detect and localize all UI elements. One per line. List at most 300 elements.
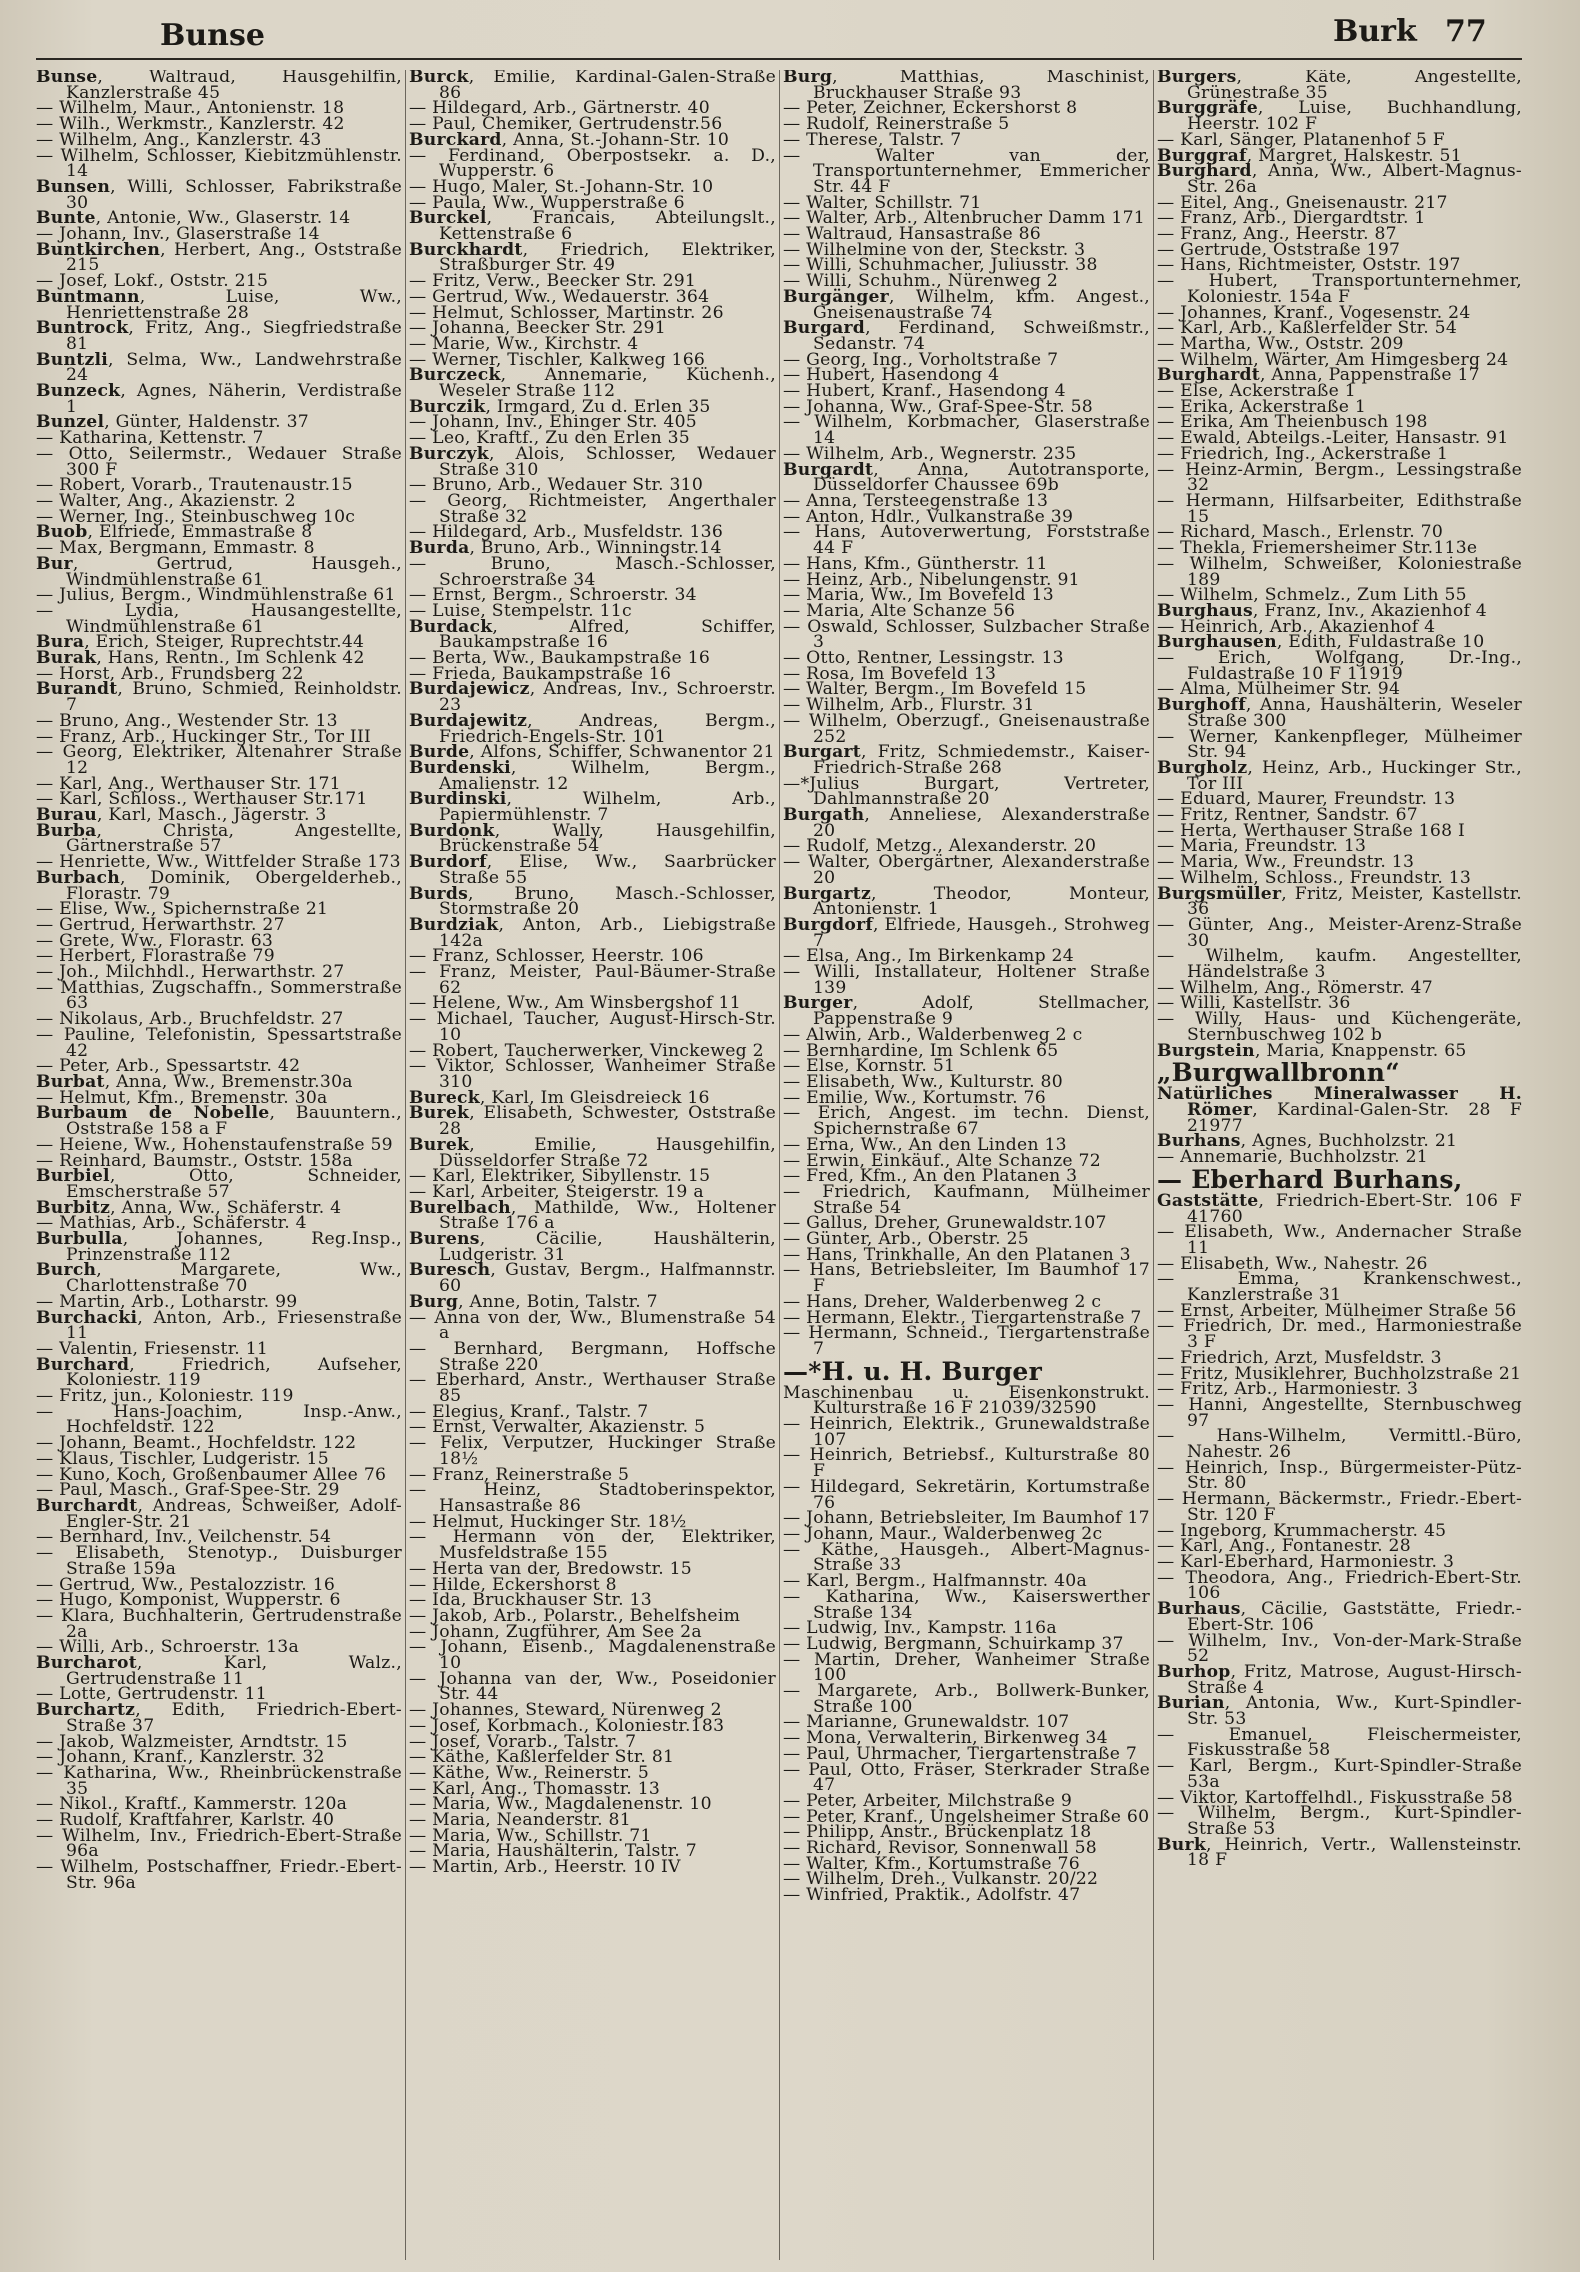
directory-columns	[36, 70, 1522, 2260]
directory-entry: — Kuno, Koch, Großenbaumer Allee 76	[36, 1464, 387, 1485]
directory-entry: Burg, Matthias, Maschinist, Bruckhauser Straße 93	[783, 70, 1150, 103]
directory-entry: Burgartz, Theodor, Monteur, Antonienstr. 1	[783, 883, 1150, 920]
directory-entry: — Heinrich, Insp., Bürgermeister-Pütz-Str. 80	[1157, 1457, 1522, 1494]
directory-entry: — Johann, Kranf., Kanzlerstr. 32	[36, 1747, 325, 1768]
directory-entry: — Viktor, Schlosser, Wanheimer Straße 310	[409, 1056, 776, 1092]
directory-entry: — Wilhelm, Schweißer, Koloniestraße 189	[1157, 553, 1522, 590]
directory-entry: — Josef, Lokf., Oststr. 215	[36, 271, 269, 292]
directory-entry: Bunte, Antonie, Ww., Glaserstr. 14	[36, 208, 351, 229]
directory-entry: Burhaus, Cäcilie, Gaststätte, Friedr.-Ebert-Str. 106	[1157, 1599, 1522, 1635]
directory-entry: — Elisabeth, Stenotyp., Duisburger Straße 159a	[36, 1543, 402, 1579]
directory-entry: — Hanni, Angestellte, Sternbuschweg 97	[1157, 1394, 1522, 1431]
directory-entry: — Grete, Ww., Florastr. 63	[36, 930, 274, 951]
directory-entry: — Werner, Tischler, Kalkweg 166	[409, 349, 706, 370]
directory-entry: — Klaus, Tischler, Ludgeristr. 15	[36, 1448, 329, 1469]
directory-entry: — Heinz-Armin, Bergm., Lessingstraße 32	[1157, 459, 1522, 496]
directory-entry: Burbulla, Johannes, Reg.Insp., Prinzenstraße 112	[36, 1229, 402, 1265]
directory-entry: — Marianne, Grunewaldstr. 107	[783, 1712, 1070, 1733]
directory-entry: — Hans-Joachim, Insp.-Anw., Hochfeldstr. 122	[36, 1401, 402, 1438]
directory-entry: — Eberhard, Anstr., Werthauser Straße 85	[409, 1370, 776, 1407]
directory-entry: Buob, Elfriede, Emmastraße 8	[36, 522, 313, 543]
directory-entry: — Erich, Wolfgang, Dr.-Ing., Fuldastraße 10 F 11919	[1157, 648, 1522, 684]
directory-entry: — Johann, Eisenb., Magdalenenstraße 10	[409, 1637, 776, 1674]
directory-entry: — Bruno, Arb., Wedauer Str. 310	[409, 475, 704, 496]
directory-entry: — Paul, Uhrmacher, Tiergartenstraße 7	[783, 1743, 1138, 1764]
directory-entry: Burda, Bruno, Arb., Winningstr.14	[409, 538, 722, 559]
directory-entry: — Berta, Ww., Baukampstraße 16	[409, 648, 711, 669]
directory-entry: —*Julius Burgart, Vertreter, Dahlmannstraße 20	[783, 773, 1150, 810]
directory-entry: — Paul, Chemiker, Gertrudenstr.56	[409, 114, 723, 135]
directory-entry: — Friedrich, Ing., Ackerstraße 1	[1157, 443, 1449, 464]
directory-entry: — Walter, Arb., Altenbrucher Damm 171	[783, 208, 1145, 229]
directory-entry: — Nikol., Kraftf., Kammerstr. 120a	[36, 1794, 348, 1815]
directory-entry: — Martin, Dreher, Wanheimer Straße 100	[783, 1649, 1150, 1686]
directory-entry: — Karl, Ang., Fontanestr. 28	[1157, 1536, 1411, 1557]
directory-entry: — Bernhard, Bergmann, Hoffsche Straße 220	[409, 1338, 776, 1375]
directory-entry: Burgholz, Heinz, Arb., Huckinger Str., Tor III	[1157, 757, 1522, 794]
directory-entry: — Maria, Ww., Freundstr. 13	[1157, 852, 1415, 873]
directory-entry: Burckel, Francais, Abteilungslt., Kettenstraße 6	[409, 208, 776, 245]
directory-entry: — Ludwig, Bergmann, Schuirkamp 37	[783, 1633, 1124, 1654]
directory-entry: — Helmut, Kfm., Bremenstr. 30a	[36, 1087, 328, 1108]
directory-entry: — Pauline, Telefonistin, Spessartstraße 42	[36, 1024, 402, 1061]
directory-entry: — Johann, Zugführer, Am See 2a	[409, 1621, 702, 1642]
directory-entry: — Walter, Schillstr. 71	[783, 192, 982, 213]
directory-entry: Burgath, Anneliese, Alexanderstraße 20	[783, 805, 1150, 841]
directory-entry: — Wilhelm, Inv., Von-der-Mark-Straße 52	[1157, 1630, 1522, 1667]
directory-entry: — Johann, Beamt., Hochfeldstr. 122	[36, 1433, 357, 1454]
directory-entry: — Johann, Maur., Walderbenweg 2c	[783, 1523, 1103, 1544]
directory-entry: — Therese, Talstr. 7	[783, 129, 962, 150]
column-1	[36, 70, 402, 2260]
directory-entry: — Fritz, Arb., Harmoniestr. 3	[1157, 1379, 1419, 1400]
directory-entry: — Hans, Autoverwertung, Forststraße 44 F	[783, 522, 1150, 559]
directory-entry: Buntrock, Fritz, Ang., Siegfriedstraße 81	[36, 318, 402, 354]
directory-entry: — Hubert, Transportunternehmer, Koloniestr. 154a F	[1157, 271, 1522, 307]
directory-entry: Burch, Margarete, Ww., Charlottenstraße 70	[36, 1260, 402, 1297]
directory-entry: — Wilhelm, kaufm. Angestellter, Händelstraße 3	[1157, 946, 1522, 983]
directory-entry: — Friedrich, Arzt, Musfeldstr. 3	[1157, 1347, 1442, 1368]
directory-entry: Burdack, Alfred, Schiffer, Baukampstraße 16	[409, 616, 776, 653]
directory-entry: — Karl, Ang., Werthauser Str. 171	[36, 773, 341, 794]
directory-entry: — Walter, Obergärtner, Alexanderstraße 20	[783, 852, 1150, 888]
directory-entry: — Wilhelm, Inv., Friedrich-Ebert-Straße 96a	[36, 1825, 402, 1862]
directory-entry: — Walter, Kfm., Kortumstraße 76	[783, 1853, 1080, 1874]
header-last-name: Burk	[1333, 14, 1417, 49]
directory-entry: — Hildegard, Sekretärin, Kortumstraße 76	[783, 1476, 1150, 1513]
directory-entry: — Hermann, Bäckermstr., Friedr.-Ebert-Str. 120 F	[1157, 1489, 1522, 1525]
directory-entry: Buntmann, Luise, Ww., Henriettenstraße 28	[36, 286, 402, 323]
directory-entry: — Karl, Elektriker, Sibyllenstr. 15	[409, 1166, 711, 1187]
directory-entry: — Lotte, Gertrudenstr. 11	[36, 1684, 267, 1705]
directory-entry: — Elisabeth, Ww., Nahestr. 26	[1157, 1253, 1428, 1274]
directory-entry: — Johannes, Kranf., Vogesenstr. 24	[1157, 302, 1471, 323]
directory-entry: — Herta, Werthauser Straße 168 I	[1157, 820, 1466, 841]
directory-entry: — Wilhelm, Ang., Römerstr. 47	[1157, 977, 1433, 998]
directory-entry: — Wilhelm, Oberzugf., Gneisenaustraße 252	[783, 710, 1150, 747]
directory-entry: — Herta van der, Bredowstr. 15	[409, 1558, 692, 1579]
directory-entry: Burhop, Fritz, Matrose, August-Hirsch-Straße 4	[1157, 1661, 1522, 1698]
directory-entry: — Otto, Seilermstr., Wedauer Straße 300 F	[36, 443, 402, 480]
directory-entry: — Peter, Zeichner, Eckershorst 8	[783, 98, 1078, 119]
directory-entry: — Luise, Stempelstr. 11c	[409, 600, 632, 621]
directory-entry: — Wilhelm, Schmelz., Zum Lith 55	[1157, 585, 1467, 606]
directory-entry: — Elsa, Ang., Im Birkenkamp 24	[783, 946, 1074, 967]
directory-entry: Burak, Hans, Rentn., Im Schlenk 42	[36, 648, 365, 669]
directory-entry: Bureck, Karl, Im Gleisdreieck 16	[409, 1087, 710, 1108]
directory-entry: — Wilhelm, Arb., Wegnerstr. 235	[783, 443, 1077, 464]
directory-entry: — Martha, Ww., Oststr. 209	[1157, 333, 1404, 354]
directory-entry: Burds, Bruno, Masch.-Schlosser, Stormstraße 20	[409, 883, 776, 920]
directory-entry: — Heinz, Arb., Nibelungenstr. 91	[783, 569, 1080, 590]
directory-entry: — Willi, Kastellstr. 36	[1157, 993, 1351, 1014]
directory-entry: — Gallus, Dreher, Grunewaldstr.107	[783, 1213, 1107, 1234]
directory-entry: Burckard, Anna, St.-Johann-Str. 10	[409, 129, 730, 150]
directory-entry: — Gertrud, Ww., Wedauerstr. 364	[409, 286, 710, 307]
directory-entry: Burghausen, Edith, Fuldastraße 10	[1157, 632, 1485, 653]
directory-entry: — Horst, Arb., Frundsberg 22	[36, 663, 304, 684]
directory-entry: — Eduard, Maurer, Freundstr. 13	[1157, 789, 1456, 810]
directory-entry: — Käthe, Hausgeh., Albert-Magnus-Straße 33	[783, 1539, 1150, 1576]
directory-entry: — Martin, Arb., Heerstr. 10 IV	[409, 1857, 681, 1878]
directory-entry: Burcharot, Karl, Walz., Gertrudenstraße 11	[36, 1653, 402, 1689]
directory-entry: Burbiel, Otto, Schneider, Emscherstraße 57	[36, 1166, 402, 1202]
header-first-name: Bunse	[160, 18, 265, 53]
directory-entry: „Burgwallbronn“	[1157, 1058, 1400, 1088]
directory-entry: Burghaus, Franz, Inv., Akazienhof 4	[1157, 600, 1487, 621]
directory-entry: — Katharina, Ww., Kaiserswerther Straße 134	[783, 1586, 1150, 1623]
directory-entry: — Richard, Revisor, Sonnenwall 58	[783, 1838, 1097, 1859]
directory-entry: — Werner, Kankenpfleger, Mülheimer Str. 94	[1157, 726, 1522, 763]
directory-entry: — Günter, Ang., Meister-Arenz-Straße 30	[1157, 914, 1522, 951]
directory-entry: — Paul, Masch., Graf-Spee-Str. 29	[36, 1480, 340, 1501]
directory-entry: — Josef, Vorarb., Talstr. 7	[409, 1731, 637, 1752]
column-4	[1157, 70, 1522, 2260]
directory-entry: — Bernhard, Inv., Veilchenstr. 54	[36, 1527, 332, 1548]
directory-entry: — Alma, Mülheimer Str. 94	[1157, 679, 1401, 700]
directory-entry: — Valentin, Friesenstr. 11	[36, 1338, 269, 1359]
directory-entry: Burdenski, Wilhelm, Bergm., Amalienstr. 12	[409, 757, 776, 794]
directory-entry: — Maria, Ww., Im Bovefeld 13	[783, 585, 1054, 606]
directory-entry: — Helmut, Schlosser, Martinstr. 26	[409, 302, 724, 323]
directory-entry: Burchardt, Andreas, Schweißer, Adolf-Engler-Str. 21	[36, 1495, 402, 1532]
directory-entry: — Matthias, Zugschaffn., Sommerstraße 63	[36, 977, 402, 1014]
directory-entry: — Heinrich, Arb., Akazienhof 4	[1157, 616, 1436, 637]
directory-entry: — Hubert, Hasendong 4	[783, 365, 1000, 386]
directory-entry: — Henriette, Ww., Wittfelder Straße 173	[36, 852, 401, 873]
directory-entry: — Hugo, Maler, St.-Johann-Str. 10	[409, 176, 714, 197]
directory-entry: — Ernst, Bergm., Schroerstr. 34	[409, 585, 697, 606]
directory-entry: — Michael, Taucher, August-Hirsch-Str. 10	[409, 1009, 776, 1045]
directory-entry: — Peter, Kranf., Ungelsheimer Straße 60	[783, 1806, 1150, 1827]
directory-entry: — Fred, Kfm., An den Platanen 3	[783, 1166, 1078, 1187]
directory-entry: — Rudolf, Reinerstraße 5	[783, 114, 1010, 135]
directory-entry: — Ferdinand, Oberpostsekr. a. D., Wupperstr. 6	[409, 145, 776, 182]
directory-entry: — Hermann von der, Elektriker, Musfeldstraße 155	[409, 1527, 776, 1564]
directory-entry: — Hubert, Kranf., Hasendong 4	[783, 381, 1066, 402]
directory-entry: — Julius, Bergm., Windmühlenstraße 61	[36, 585, 396, 606]
directory-entry: — Käthe, Kaßlerfelder Str. 81	[409, 1747, 675, 1768]
directory-entry: — Wilhelm, Schloss., Freundstr. 13	[1157, 867, 1472, 888]
directory-entry: Burandt, Bruno, Schmied, Reinholdstr. 7	[36, 679, 402, 716]
directory-entry: Burdonk, Wally, Hausgehilfin, Brückenstraße 54	[409, 820, 776, 857]
column-divider	[779, 70, 780, 2260]
directory-entry: — Eberhard Burhans,	[1157, 1164, 1463, 1194]
directory-entry: — Hildegard, Arb., Musfeldstr. 136	[409, 522, 724, 543]
directory-entry: Burghardt, Anna, Pappenstraße 17	[1157, 365, 1480, 386]
directory-entry: — Hugo, Komponist, Wupperstr. 6	[36, 1590, 341, 1611]
directory-entry: — Waltraud, Hansastraße 86	[783, 224, 1041, 245]
directory-entry: — Max, Bergmann, Emmastr. 8	[36, 538, 315, 559]
directory-entry: — Helmut, Huckinger Str. 18½	[409, 1511, 687, 1532]
directory-entry: — Hildegard, Arb., Gärtnerstr. 40	[409, 98, 710, 119]
directory-entry: — Hans, Betriebsleiter, Im Baumhof 17 F	[783, 1260, 1150, 1297]
directory-entry: — Anna von der, Ww., Blumenstraße 54 a	[409, 1307, 776, 1344]
directory-entry: — Maria, Freundstr. 13	[1157, 836, 1367, 857]
directory-entry: — Hans-Wilhelm, Vermittl.-Büro, Nahestr. 26	[1157, 1426, 1522, 1463]
directory-entry: Burghoff, Anna, Haushälterin, Weseler Straße 300	[1157, 695, 1522, 731]
directory-entry: — Else, Kornstr. 51	[783, 1056, 956, 1077]
directory-entry: — Georg, Ing., Vorholtstraße 7	[783, 349, 1059, 370]
directory-entry: — Peter, Arbeiter, Milchstraße 9	[783, 1790, 1073, 1811]
directory-entry: — Hans, Kfm., Güntherstr. 11	[783, 553, 1048, 574]
directory-entry: — Franz, Schlosser, Heerstr. 106	[409, 946, 704, 967]
directory-entry: — Wilhelm, Schlosser, Kiebitzmühlenstr. 14	[36, 145, 402, 182]
directory-entry: — Willi, Schuhm., Nürenweg 2	[783, 271, 1059, 292]
directory-entry: — Fritz, Rentner, Sandstr. 67	[1157, 805, 1418, 826]
directory-entry: — Wilhelm, Maur., Antonienstr. 18	[36, 98, 345, 119]
directory-entry: — Theodora, Ang., Friedrich-Ebert-Str. 106	[1157, 1567, 1522, 1604]
column-divider	[1153, 70, 1154, 2260]
directory-entry: — Elisabeth, Ww., Andernacher Straße 11	[1157, 1222, 1522, 1258]
directory-entry: Burelbach, Mathilde, Ww., Holtener Straße 176 a	[409, 1197, 776, 1234]
directory-entry: — Erich, Angest. im techn. Dienst, Spichernstraße 67	[783, 1103, 1150, 1140]
directory-entry: — Maria, Neanderstr. 81	[409, 1810, 631, 1831]
directory-entry: — Johannes, Steward, Nürenweg 2	[409, 1700, 722, 1721]
directory-entry: — Margarete, Arb., Bollwerk-Bunker, Straße 100	[783, 1681, 1150, 1717]
directory-entry: — Elise, Ww., Spichernstraße 21	[36, 899, 329, 920]
directory-entry: Burdajewitz, Andreas, Bergm., Friedrich-Engels-Str. 101	[409, 710, 776, 747]
directory-entry: — Gertrude, Oststraße 197	[1157, 239, 1401, 260]
directory-entry: Burbat, Anna, Ww., Bremenstr.30a	[36, 1072, 353, 1092]
directory-entry: — Willi, Arb., Schroerstr. 13a	[36, 1637, 299, 1658]
directory-entry: Burgsmüller, Fritz, Meister, Kastellstr. 36	[1157, 883, 1522, 920]
directory-entry: — Johann, Inv., Glaserstraße 14	[36, 224, 320, 245]
directory-entry: — Else, Ackerstraße 1	[1157, 381, 1356, 402]
directory-entry: — Günter, Arb., Oberstr. 25	[783, 1229, 1029, 1250]
directory-entry: — Reinhard, Baumstr., Oststr. 158a	[36, 1150, 353, 1171]
directory-entry: — Walter, Bergm., Im Bovefeld 15	[783, 679, 1087, 700]
directory-entry: — Käthe, Ww., Reinerstr. 5	[409, 1762, 650, 1783]
directory-entry: — Wilhelm, Bergm., Kurt-Spindler-Straße 53	[1157, 1803, 1522, 1839]
directory-entry: — Gertrud, Ww., Pestalozzistr. 16	[36, 1574, 336, 1595]
directory-entry: — Walter van der, Transportunternehmer, Emmericher Str. 44 F	[783, 145, 1150, 197]
directory-entry: — Maria, Alte Schanze 56	[783, 600, 1016, 621]
directory-entry: Burk, Heinrich, Vertr., Wallensteinstr. 18 F	[1157, 1834, 1522, 1871]
directory-entry: — Johanna, Beecker Str. 291	[409, 318, 666, 339]
directory-entry: — Willy, Haus- und Küchengeräte, Sternbuschweg 102 b	[1157, 1009, 1522, 1045]
directory-entry: — Georg, Richtmeister, Angerthaler Straße 32	[409, 490, 776, 527]
directory-entry: Maschinenbau u. Eisenkonstrukt. Kulturstraße 16 F 21039/32590	[783, 1382, 1150, 1419]
directory-entry: — Bernhardine, Im Schlenk 65	[783, 1040, 1059, 1061]
directory-entry: — Rudolf, Metzg., Alexanderstr. 20	[783, 836, 1097, 857]
directory-entry: — Hans, Richtmeister, Oststr. 197	[1157, 255, 1461, 276]
directory-entry: Natürliches Mineralwasser H. Römer, Kardinal-Galen-Str. 28 F 21977	[1157, 1084, 1522, 1136]
directory-entry: Burczyk, Alois, Schlosser, Wedauer Straße 310	[409, 443, 776, 480]
directory-entry: — Ludwig, Inv., Kampstr. 116a	[783, 1618, 1057, 1639]
directory-entry: — Leo, Kraftf., Zu den Erlen 35	[409, 428, 690, 449]
directory-entry: Burba, Christa, Angestellte, Gärtnerstraße 57	[36, 820, 402, 857]
directory-entry: — Karl, Bergm., Halfmannstr. 40a	[783, 1571, 1087, 1592]
directory-entry: — Mathias, Arb., Schäferstr. 4	[36, 1213, 307, 1234]
directory-entry: — Georg, Elektriker, Altenahrer Straße 12	[36, 742, 402, 778]
directory-entry: — Klara, Buchhalterin, Gertrudenstraße 2a	[36, 1605, 402, 1642]
directory-entry: — Robert, Vorarb., Trautenaustr.15	[36, 475, 353, 496]
directory-entry: Burdorf, Elise, Ww., Saarbrücker Straße 55	[409, 852, 776, 888]
directory-entry: — Franz, Arb., Diergardtstr. 1	[1157, 208, 1426, 229]
directory-entry: — Karl, Arb., Kaßlerfelder Str. 54	[1157, 318, 1458, 339]
directory-entry: Burg, Anne, Botin, Talstr. 7	[409, 1291, 658, 1312]
directory-entry: — Fritz, jun., Koloniestr. 119	[36, 1386, 294, 1407]
directory-entry: Burbitz, Anna, Ww., Schäferstr. 4	[36, 1197, 342, 1218]
directory-entry: — Eitel, Ang., Gneisenaustr. 217	[1157, 192, 1448, 213]
directory-entry: Burgdorf, Elfriede, Hausgeh., Strohweg 7	[783, 914, 1150, 951]
directory-entry: Bunse, Waltraud, Hausgehilfin, Kanzlerstraße 45	[36, 70, 402, 103]
directory-entry: — Anna, Tersteegenstraße 13	[783, 490, 1049, 511]
directory-entry: — Franz, Arb., Huckinger Str., Tor III	[36, 726, 372, 747]
directory-entry: — Wilh., Werkmstr., Kanzlerstr. 42	[36, 114, 345, 135]
directory-entry: Burgart, Fritz, Schmiedemstr., Kaiser-Friedrich-Straße 268	[783, 742, 1150, 778]
directory-entry: Burdinski, Wilhelm, Arb., Papiermühlenstr. 7	[409, 789, 776, 826]
directory-entry: — Richard, Masch., Erlenstr. 70	[1157, 522, 1444, 543]
directory-entry: Burdajewicz, Andreas, Inv., Schroerstr. 23	[409, 679, 776, 716]
directory-entry: — Karl, Arbeiter, Steigerstr. 19 a	[409, 1181, 704, 1202]
directory-entry: — Fritz, Verw., Beecker Str. 291	[409, 271, 697, 292]
directory-entry: — Ida, Bruckhauser Str. 13	[409, 1590, 652, 1611]
directory-entry: — Erwin, Einkäuf., Alte Schanze 72	[783, 1150, 1101, 1171]
directory-entry: — Emma, Krankenschwest., Kanzlerstraße 31	[1157, 1269, 1522, 1306]
directory-entry: — Martin, Arb., Lotharstr. 99	[36, 1291, 298, 1312]
directory-entry: Burgardt, Anna, Autotransporte, Düsseldorfer Chaussee 69b	[783, 459, 1150, 496]
directory-entry: — Fritz, Musiklehrer, Buchholzstraße 21	[1157, 1363, 1522, 1384]
directory-entry: — Wilhelm, Dreh., Vulkanstr. 20/22	[783, 1869, 1099, 1890]
directory-entry: — Wilhelm, Korbmacher, Glaserstraße 14	[783, 412, 1150, 449]
column-3	[783, 70, 1150, 2260]
directory-entry: — Gertrud, Herwarthstr. 27	[36, 914, 285, 935]
directory-entry: — Paula, Ww., Wupperstraße 6	[409, 192, 685, 213]
directory-entry: — Katharina, Kettenstr. 7	[36, 428, 264, 449]
directory-entry: — Johann, Betriebsleiter, Im Baumhof 17	[783, 1508, 1150, 1529]
directory-entry: — Emanuel, Fleischermeister, Fiskusstraße 58	[1157, 1724, 1522, 1761]
directory-entry: — Hans, Trinkhalle, An den Platanen 3	[783, 1244, 1131, 1265]
directory-entry: Burde, Alfons, Schiffer, Schwanentor 21	[409, 742, 775, 763]
directory-entry: — Johanna, Ww., Graf-Spee-Str. 58	[783, 396, 1093, 417]
directory-entry: — Hermann, Hilfsarbeiter, Edithstraße 15	[1157, 490, 1522, 527]
directory-entry: — Maria, Ww., Schillstr. 71	[409, 1825, 652, 1846]
directory-entry: — Rudolf, Kraftfahrer, Karlstr. 40	[36, 1810, 335, 1831]
directory-entry: Burgänger, Wilhelm, kfm. Angest., Gneisenaustraße 74	[783, 286, 1150, 323]
directory-entry: — Karl, Schloss., Werthauser Str.171	[36, 789, 368, 810]
directory-entry: — Otto, Rentner, Lessingstr. 13	[783, 648, 1064, 669]
directory-entry: Burggraf, Margret, Halskestr. 51	[1157, 145, 1462, 166]
directory-entry: — Willi, Schuhmacher, Juliusstr. 38	[783, 255, 1098, 276]
directory-entry: — Karl, Sänger, Platanenhof 5 F	[1157, 129, 1445, 150]
directory-entry: Burghard, Anna, Ww., Albert-Magnus-Str. 26a	[1157, 161, 1522, 197]
directory-entry: — Franz, Ang., Heerstr. 87	[1157, 224, 1397, 245]
directory-entry: Burbaum de Nobelle, Bauuntern., Oststraße 158 a F	[36, 1103, 402, 1140]
directory-entry: — Frieda, Baukampstraße 16	[409, 663, 672, 684]
directory-entry: — Annemarie, Buchholzstr. 21	[1157, 1147, 1428, 1168]
directory-entry: — Wilhelm, Postschaffner, Friedr.-Ebert-Str. 96a	[36, 1857, 402, 1893]
directory-entry: — Joh., Milchhdl., Herwarthstr. 27	[36, 962, 345, 983]
directory-entry: — Hilde, Eckershorst 8	[409, 1574, 617, 1595]
directory-entry: Gaststätte, Friedrich-Ebert-Str. 106 F 41760	[1157, 1190, 1522, 1227]
directory-entry: Burger, Adolf, Stellmacher, Pappenstraße 9	[783, 993, 1150, 1030]
directory-entry: — Oswald, Schlosser, Sulzbacher Straße 3	[783, 616, 1150, 653]
directory-entry: Burgstein, Maria, Knappenstr. 65	[1157, 1040, 1467, 1061]
directory-entry: Bunsen, Willi, Schlosser, Fabrikstraße 30	[36, 176, 402, 213]
directory-entry: Burckhardt, Friedrich, Elektriker, Straßburger Str. 49	[409, 239, 776, 276]
directory-entry: Bunzel, Günter, Haldenstr. 37	[36, 412, 309, 433]
directory-entry: Burchartz, Edith, Friedrich-Ebert-Straße 37	[36, 1700, 402, 1736]
directory-entry: — Ernst, Verwalter, Akazienstr. 5	[409, 1417, 706, 1438]
directory-entry: — Katharina, Ww., Rheinbrückenstraße 35	[36, 1762, 402, 1799]
directory-entry: — Winfried, Praktik., Adolfstr. 47	[783, 1885, 1081, 1906]
directory-entry: — Friedrich, Kaufmann, Mülheimer Straße 54	[783, 1181, 1150, 1218]
directory-entry: — Heinz, Stadtoberinspektor, Hansastraße 86	[409, 1480, 776, 1516]
directory-entry: — Heinrich, Elektrik., Grunewaldstraße 107	[783, 1414, 1150, 1450]
page-number: 77	[1445, 14, 1487, 49]
directory-entry: — Josef, Korbmach., Koloniestr.183	[409, 1715, 725, 1736]
directory-entry: Buresch, Gustav, Bergm., Halfmannstr. 60	[409, 1260, 776, 1297]
directory-entry: — Maria, Haushälterin, Talstr. 7	[409, 1841, 697, 1862]
directory-entry: — Ewald, Abteilgs.-Leiter, Hansastr. 91	[1157, 428, 1509, 449]
directory-entry: Burek, Elisabeth, Schwester, Oststraße 28	[409, 1103, 776, 1140]
directory-entry: — Franz, Reinerstraße 5	[409, 1464, 630, 1485]
directory-entry: Burczeck, Annemarie, Küchenh., Weseler Straße 112	[409, 365, 776, 402]
directory-entry: — Wilhelm, Arb., Flurstr. 31	[783, 695, 1035, 716]
directory-entry: — Nikolaus, Arb., Bruchfeldstr. 27	[36, 1009, 344, 1030]
directory-entry: — Peter, Arb., Spessartstr. 42	[36, 1056, 301, 1077]
directory-entry: — Paul, Otto, Fräser, Sterkrader Straße 47	[783, 1759, 1150, 1796]
directory-entry: Burgers, Käte, Angestellte, Grünestraße 35	[1157, 70, 1522, 103]
directory-entry: — Elisabeth, Ww., Kulturstr. 80	[783, 1072, 1063, 1092]
directory-entry: — Wilhelmine von der, Steckstr. 3	[783, 239, 1086, 260]
directory-entry: Burens, Cäcilie, Haushälterin, Ludgeristr. 31	[409, 1229, 776, 1265]
header-rule	[36, 58, 1522, 60]
directory-entry: — Karl-Eberhard, Harmoniestr. 3	[1157, 1551, 1455, 1572]
directory-entry: — Jakob, Walzmeister, Arndtstr. 15	[36, 1731, 348, 1752]
directory-entry: — Erika, Ackerstraße 1	[1157, 396, 1367, 417]
directory-entry: — Rosa, Im Bovefeld 13	[783, 663, 997, 684]
directory-entry: Burau, Karl, Masch., Jägerstr. 3	[36, 805, 327, 826]
directory-entry: — Jakob, Arb., Polarstr., Behelfsheim	[409, 1605, 741, 1626]
directory-entry: — Wilhelm, Ang., Kanzlerstr. 43	[36, 129, 322, 150]
column-2	[409, 70, 776, 2260]
page-header	[0, 0, 1580, 62]
directory-entry: — Ingeborg, Krummacherstr. 45	[1157, 1520, 1447, 1541]
directory-entry: — Karl, Ang., Thomasstr. 13	[409, 1778, 661, 1799]
directory-entry: — Bruno, Masch.-Schlosser, Schroerstraße 34	[409, 553, 776, 590]
directory-entry: Burchard, Friedrich, Aufseher, Koloniestr. 119	[36, 1354, 402, 1391]
directory-entry: — Erna, Ww., An den Linden 13	[783, 1134, 1067, 1155]
directory-entry: — Johann, Inv., Ehinger Str. 405	[409, 412, 697, 433]
directory-entry: — Alwin, Arb., Walderbenweg 2 c	[783, 1024, 1083, 1045]
directory-entry: — Felix, Verputzer, Huckinger Straße 18½	[409, 1433, 776, 1469]
directory-entry: — Willi, Installateur, Holtener Straße 139	[783, 962, 1150, 998]
directory-entry: Burdziak, Anton, Arb., Liebigstraße 142a	[409, 914, 776, 951]
directory-entry: — Franz, Meister, Paul-Bäumer-Straße 62	[409, 962, 776, 998]
